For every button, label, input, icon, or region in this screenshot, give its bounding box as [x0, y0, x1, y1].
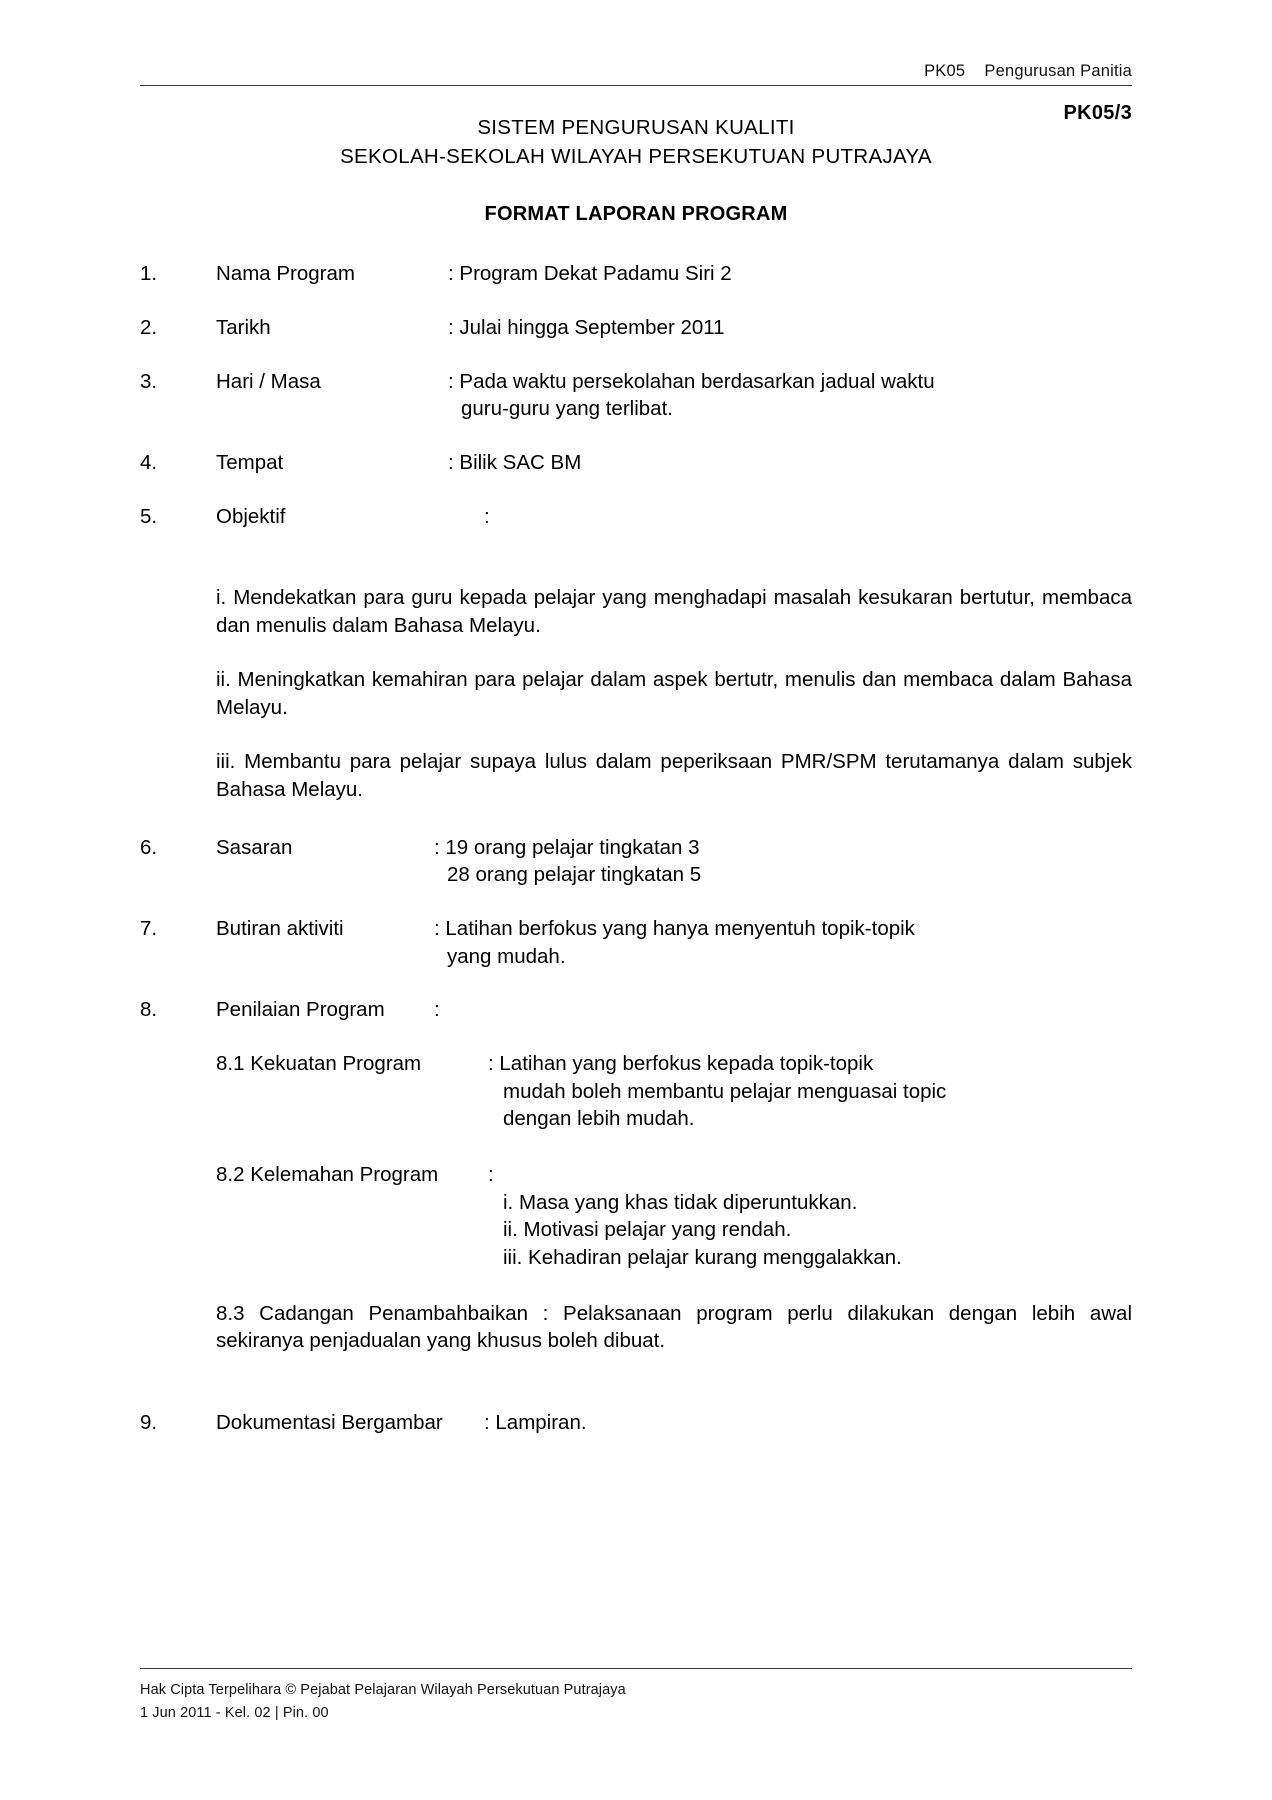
field-row-tempat: [140, 449, 1132, 477]
sub-item-line-1: : Latihan yang berfokus kepada topik-topik: [488, 1051, 874, 1075]
item-number: 6.: [140, 835, 158, 859]
item-number: 4.: [140, 450, 158, 474]
objective-spacer: [140, 556, 1132, 584]
item-value: [448, 368, 1132, 423]
item-value: : Julai hingga September 2011: [448, 315, 725, 339]
item-label: Dokumentasi Bergambar: [216, 1410, 443, 1434]
item-number: 7.: [140, 916, 158, 940]
document-body: [140, 260, 1132, 1436]
sub-item-value: [488, 1161, 1132, 1272]
item-value: : Bilik SAC BM: [448, 450, 582, 474]
item-number: 9.: [140, 1410, 158, 1434]
weakness-item-ii: ii. Motivasi pelajar yang rendah.: [503, 1218, 792, 1242]
field-row-butiran-aktiviti: [140, 915, 1132, 970]
item-value-line-2: guru-guru yang terlibat.: [461, 397, 673, 421]
field-row-kekuatan-program: [140, 1050, 1132, 1133]
field-row-objektif: [140, 503, 1132, 531]
section-spacer: [140, 1381, 1132, 1409]
objective-item-iii: iii. Membantu para pelajar supaya lulus dalam peperiksaan PMR/SPM terutamanya dalam subjek Bahasa Melayu.: [216, 749, 1132, 801]
sub-item-line-2: mudah boleh membantu pelajar menguasai topic: [503, 1079, 947, 1103]
sub-item-line-1: :: [488, 1162, 494, 1186]
item-label: Tarikh: [216, 315, 271, 339]
item-value-line-1: : 19 orang pelajar tingkatan 3: [434, 835, 700, 859]
sub-item-line-3: dengan lebih mudah.: [503, 1107, 695, 1131]
objective-item-i: i. Mendekatkan para guru kepada pelajar yang menghadapi masalah kesukaran bertutur, membaca dan menulis dalam Bahasa Melayu.: [216, 586, 1132, 638]
item-value-line-2: 28 orang pelajar tingkatan 5: [447, 863, 702, 887]
item-label: Penilaian Program: [216, 998, 385, 1022]
title-line-2: SEKOLAH-SEKOLAH WILAYAH PERSEKUTUAN PUTRAJAYA: [340, 145, 932, 169]
title-line-1: SISTEM PENGURUSAN KUALITI: [477, 116, 795, 139]
document-heading: FORMAT LAPORAN PROGRAM: [484, 203, 788, 226]
item-value: [434, 915, 1132, 970]
copyright-text: Hak Cipta Terpelihara © Pejabat Pelajaran Wilayah Persekutuan Putrajaya: [140, 1682, 626, 1699]
field-row-hari-masa: [140, 368, 1132, 423]
item-number: 1.: [140, 262, 158, 286]
sub-item-label: 8.1 Kekuatan Program: [216, 1051, 422, 1075]
field-row-penilaian-program: [140, 996, 1132, 1024]
weakness-item-i: i. Masa yang khas tidak diperuntukkan.: [503, 1190, 858, 1214]
field-row-nama-program: [140, 260, 1132, 288]
field-row-sasaran: [140, 834, 1132, 889]
item-value: [434, 834, 1132, 889]
field-row-kelemahan-program: [140, 1161, 1132, 1272]
sub-item-label: 8.2 Kelemahan Program: [216, 1162, 439, 1186]
item-value: : Program Dekat Padamu Siri 2: [448, 262, 732, 286]
field-cadangan-penambahbaikan: 8.3 Cadangan Penambahbaikan : Pelaksanaan program perlu dilakukan dengan lebih awal sekiranya penjadualan yang khusus boleh dibuat.: [216, 1301, 1132, 1353]
document-code: PK05/3: [1063, 102, 1132, 124]
item-value: :: [434, 998, 440, 1022]
header-divider: [140, 85, 1132, 86]
item-number: 2.: [140, 315, 158, 339]
field-row-tarikh: [140, 314, 1132, 342]
item-value-line-2: yang mudah.: [447, 944, 566, 968]
item-number: 8.: [140, 998, 158, 1022]
item-number: 5.: [140, 504, 158, 528]
item-value-line-1: : Latihan berfokus yang hanya menyentuh topik-topik: [434, 916, 915, 940]
footer-divider: [140, 1668, 1132, 1669]
revision-text: 1 Jun 2011 - Kel. 02 | Pin. 00: [140, 1704, 329, 1721]
item-value: :: [484, 504, 490, 528]
item-label: Hari / Masa: [216, 369, 321, 393]
item-label: Objektif: [216, 504, 286, 528]
page-footer: [140, 1668, 1132, 1724]
item-value: : Lampiran.: [484, 1410, 587, 1434]
item-label: Butiran aktiviti: [216, 916, 344, 940]
item-number: 3.: [140, 369, 158, 393]
title-block: [140, 113, 1132, 171]
weakness-item-iii: iii. Kehadiran pelajar kurang menggalakkan.: [503, 1245, 902, 1269]
sub-item-value: [488, 1050, 1132, 1133]
field-row-dokumentasi-bergambar: [140, 1409, 1132, 1437]
item-label: Nama Program: [216, 262, 355, 286]
item-label: Tempat: [216, 450, 284, 474]
item-value-line-1: : Pada waktu persekolahan berdasarkan jadual waktu: [448, 369, 935, 393]
item-label: Sasaran: [216, 835, 293, 859]
objective-item-ii: ii. Meningkatkan kemahiran para pelajar dalam aspek bertutr, menulis dan membaca dalam Bahasa Melayu.: [216, 668, 1132, 719]
page-header: PK05 Pengurusan Panitia: [924, 62, 1132, 80]
